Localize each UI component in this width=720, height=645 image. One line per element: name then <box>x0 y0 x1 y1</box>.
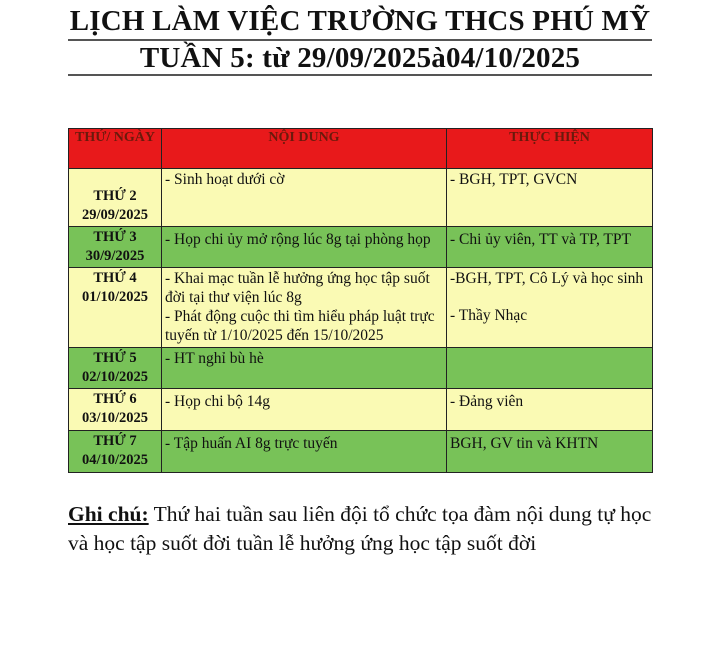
column-header-content: NỘI DUNG <box>162 129 447 169</box>
column-header-executor: THỰC HIỆN <box>447 129 653 169</box>
executor-cell <box>447 169 653 227</box>
executor-cell <box>447 389 653 431</box>
day-date: 01/10/2025 <box>81 289 149 305</box>
content-item: - Phát động cuộc thi tìm hiểu pháp luật trực tuyến từ 1/10/2025 đến 15/10/2025 <box>165 308 435 344</box>
note-paragraph <box>68 500 658 558</box>
day-name: THỨ 5 <box>93 350 137 366</box>
day-name: THỨ 2 <box>93 188 137 204</box>
day-date: 29/09/2025 <box>81 207 149 223</box>
executor-item: - Chi ủy viên, TT và TP, TPT <box>450 231 631 248</box>
content-item: - Tập huấn AI 8g trực tuyến <box>165 435 338 452</box>
executor-cell <box>447 431 653 473</box>
day-date: 03/10/2025 <box>81 410 149 426</box>
table-row <box>69 348 653 389</box>
day-date: 30/9/2025 <box>85 248 145 264</box>
day-cell <box>69 431 162 473</box>
week-subtitle: TUẦN 5: từ 29/09/2025à04/10/2025 <box>139 42 581 74</box>
table-row <box>69 169 653 227</box>
day-cell <box>69 389 162 431</box>
executor-item: - BGH, TPT, GVCN <box>450 171 578 188</box>
content-item: - Sinh hoạt dưới cờ <box>165 171 285 188</box>
day-cell <box>69 268 162 348</box>
executor-cell <box>447 227 653 268</box>
executor-cell <box>447 268 653 348</box>
subtitle-underline <box>68 74 652 76</box>
content-cell <box>162 389 447 431</box>
note-label: Ghi chú: <box>68 502 149 526</box>
content-item: - HT nghỉ bù hè <box>165 350 264 367</box>
day-name: THỨ 7 <box>93 433 137 449</box>
note-text: Thứ hai tuần sau liên đội tổ chức tọa đàm nội dung tự học và học tập suốt đời tuần lễ hưởng ứng học tập suốt đời <box>68 502 652 555</box>
table-row <box>69 389 653 431</box>
table-row <box>69 227 653 268</box>
content-item: - Họp chi bộ 14g <box>165 393 271 410</box>
executor-item: -BGH, TPT, Cô Lý và học sinh <box>450 270 644 287</box>
schedule-table <box>68 128 653 473</box>
day-name: THỨ 3 <box>93 229 137 245</box>
content-cell <box>162 431 447 473</box>
column-header-day: THỨ/ NGÀY <box>69 129 162 169</box>
day-cell <box>69 169 162 227</box>
day-name: THỨ 6 <box>93 391 137 407</box>
day-cell <box>69 227 162 268</box>
executor-item: - Thầy Nhạc <box>450 307 528 324</box>
executor-cell <box>447 348 653 389</box>
content-item: - Họp chi ủy mở rộng lúc 8g tại phòng họp <box>165 231 431 248</box>
content-cell <box>162 227 447 268</box>
content-item: - Khai mạc tuần lễ hưởng ứng học tập suốt đời tại thư viện lúc 8g <box>165 270 430 306</box>
day-name: THỨ 4 <box>93 270 137 286</box>
day-cell <box>69 348 162 389</box>
content-cell <box>162 268 447 348</box>
content-cell <box>162 348 447 389</box>
content-cell <box>162 169 447 227</box>
day-date: 02/10/2025 <box>81 369 149 385</box>
table-row <box>69 268 653 348</box>
table-row <box>69 431 653 473</box>
page-title: LỊCH LÀM VIỆC TRƯỜNG THCS PHÚ MỸ <box>69 5 651 37</box>
day-date: 04/10/2025 <box>81 452 149 468</box>
executor-item: - Đảng viên <box>450 393 524 410</box>
executor-item: BGH, GV tin và KHTN <box>450 435 599 452</box>
